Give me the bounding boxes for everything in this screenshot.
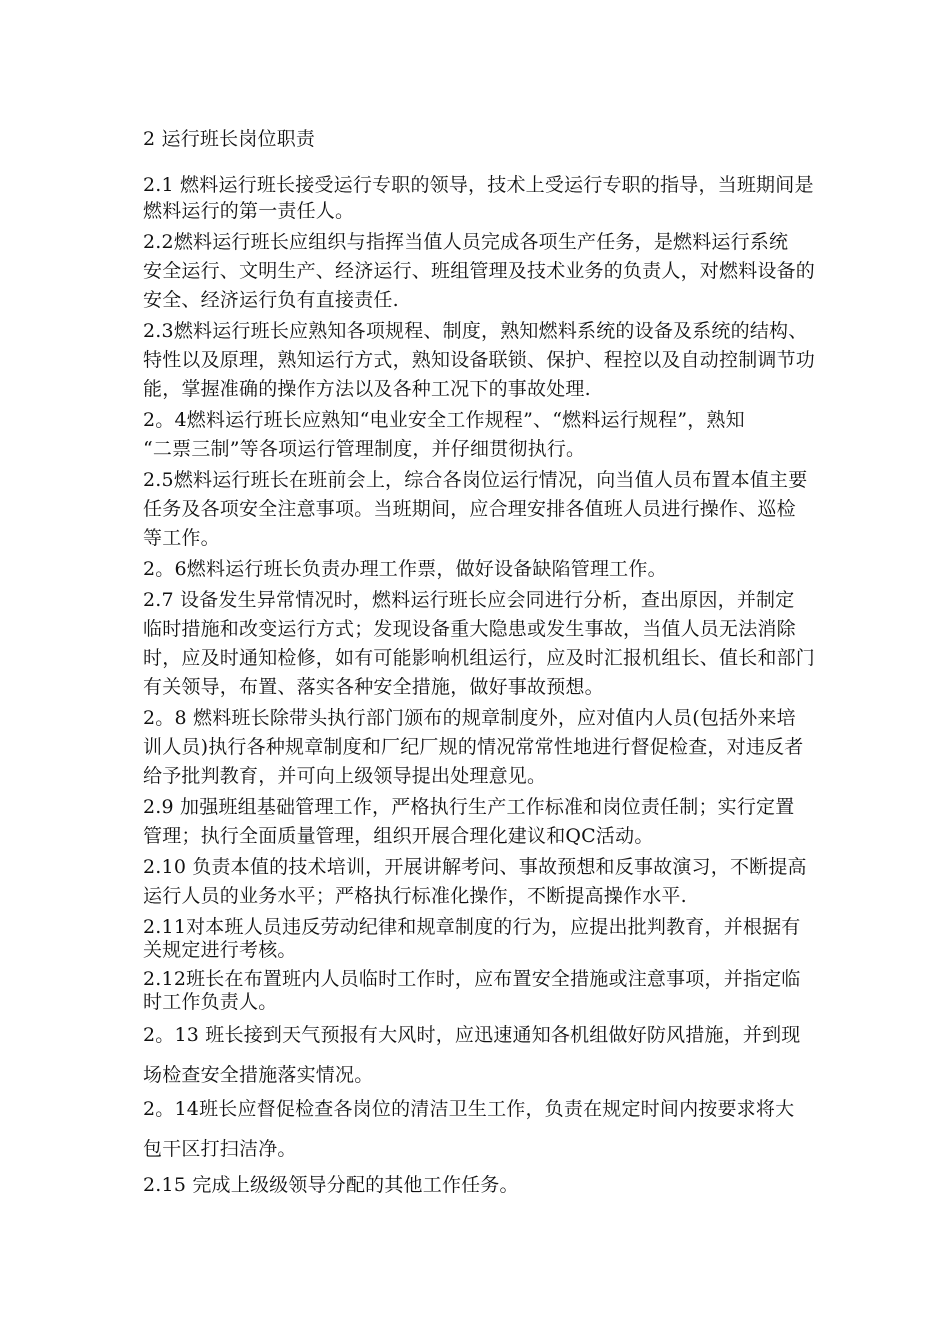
section-heading: 2 运行班长岗位职责 [143,128,316,150]
text-line: 安全运行、文明生产、经济运行、班组管理及技术业务的负责人，对燃料设备的 [143,260,816,282]
text-line: 安全、经济运行负有直接责任. [143,289,399,311]
text-line: 2.1 燃料运行班长接受运行专职的领导，技术上受运行专职的指导，当班期间是 [143,174,814,196]
text-line: 等工作。 [143,527,220,549]
text-line: 2.11对本班人员违反劳动纪律和规章制度的行为，应提出批判教育，并根据有 [143,916,801,938]
text-line: 2。6燃料运行班长负责办理工作票，做好设备缺陷管理工作。 [143,558,667,580]
text-line: 2.10 负责本值的技术培训，开展讲解考问、事故预想和反事故演习，不断提高 [143,856,807,878]
text-line: 给予批判教育，并可向上级领导提出处理意见。 [143,765,547,787]
text-line: 临时措施和改变运行方式；发现设备重大隐患或发生事故，当值人员无法消除 [143,618,796,640]
text-line: 2。4燃料运行班长应熟知“电业安全工作规程”、“燃料运行规程”，熟知 [143,409,745,431]
text-line: 2。14班长应督促检查各岗位的清洁卫生工作，负责在规定时间内按要求将大 [143,1098,795,1120]
text-line: 2.2燃料运行班长应组织与指挥当值人员完成各项生产任务，是燃料运行系统 [143,231,789,253]
text-line: 关规定进行考核。 [143,939,297,961]
text-line: 包干区打扫洁净。 [143,1138,297,1160]
text-line: 能，掌握准确的操作方法以及各种工况下的事故处理. [143,378,591,400]
text-line: 2。13 班长接到天气预报有大风时，应迅速通知各机组做好防风措施，并到现 [143,1024,801,1046]
text-line: 场检查安全措施落实情况。 [143,1064,374,1086]
text-line: 时，应及时通知检修，如有可能影响机组运行，应及时汇报机组长、值长和部门 [143,647,816,669]
text-line: 2.7 设备发生异常情况时，燃料运行班长应会同进行分析，查出原因，并制定 [143,589,795,611]
text-line: 燃料运行的第一责任人。 [143,200,355,222]
text-line: 管理；执行全面质量管理，组织开展合理化建议和QC活动。 [143,825,654,847]
text-line: 特性以及原理，熟知运行方式，熟知设备联锁、保护、程控以及自动控制调节功 [143,349,816,371]
text-line: 有关领导，布置、落实各种安全措施，做好事故预想。 [143,676,604,698]
text-line: 2.15 完成上级级领导分配的其他工作任务。 [143,1174,519,1196]
text-line: 2.9 加强班组基础管理工作，严格执行生产工作标准和岗位责任制；实行定置 [143,796,795,818]
text-line: “二票三制”等各项运行管理制度，并仔细贯彻执行。 [143,438,586,460]
text-line: 任务及各项安全注意事项。当班期间，应合理安排各值班人员进行操作、巡检 [143,498,796,520]
text-line: 2.12班长在布置班内人员临时工作时，应布置安全措施或注意事项，并指定临 [143,968,801,990]
text-line: 2.3燃料运行班长应熟知各项规程、制度，熟知燃料系统的设备及系统的结构、 [143,320,808,342]
text-line: 2。8 燃料班长除带头执行部门颁布的规章制度外，应对值内人员(包括外来培 [143,707,796,729]
text-line: 时工作负责人。 [143,991,278,1013]
text-line: 2.5燃料运行班长在班前会上，综合各岗位运行情况，向当值人员布置本值主要 [143,469,808,491]
text-line: 运行人员的业务水平；严格执行标准化操作，不断提高操作水平. [143,885,687,907]
text-line: 训人员)执行各种规章制度和厂纪厂规的情况常常性地进行督促检查，对违反者 [143,736,804,758]
